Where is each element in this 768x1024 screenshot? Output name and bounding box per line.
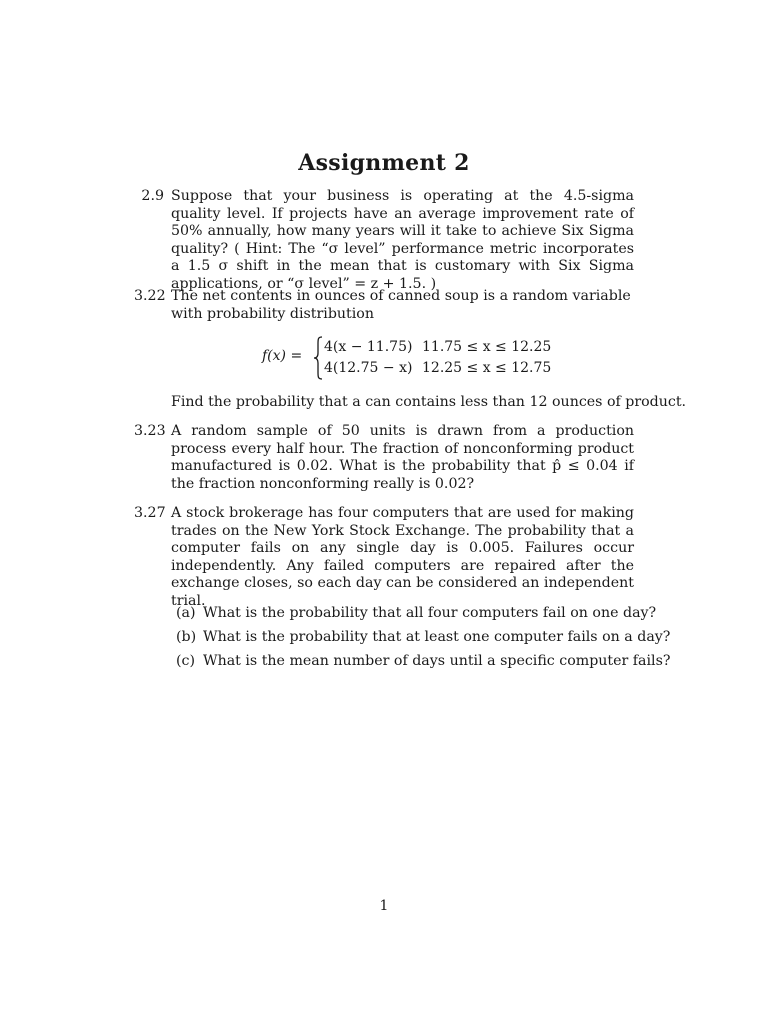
formula-lhs: f(x) = (262, 348, 303, 364)
subpart-text: What is the probability that all four computers fail on one day? (203, 605, 657, 621)
problem-text: The net contents in ounces of canned soup is a random variable with probability distribution (171, 288, 631, 322)
subpart-c (176, 653, 670, 669)
problem-number: 3.23 (134, 423, 166, 439)
subpart-text: What is the probability that at least one computer fails on a day? (203, 629, 671, 645)
subpart-label: (c) (176, 653, 196, 669)
subpart-text: What is the mean number of days until a specific computer fails? (203, 653, 671, 669)
left-brace-icon (312, 336, 324, 380)
case-2-expression: 4(12.75 − x) (324, 360, 413, 376)
case-2-condition: 12.25 ≤ x ≤ 12.75 (422, 360, 552, 376)
page-title: Assignment 2 (298, 150, 470, 176)
problem-3-23 (134, 423, 634, 493)
problem-text: A random sample of 50 units is drawn from a production process every half hour. The fraction of nonconforming product manufactured is 0.02. What is the probability that p̂ ≤ 0.04 if the fraction nonconforming really is 0.02? (171, 423, 634, 492)
subpart-label: (a) (176, 605, 196, 621)
page-number: 1 (379, 898, 389, 914)
case-1-expression: 4(x − 11.75) (324, 339, 413, 355)
subpart-b (176, 629, 670, 645)
problem-3-22 (134, 288, 634, 323)
probability-formula (262, 336, 582, 382)
subpart-label: (b) (176, 629, 197, 645)
problem-text: Suppose that your business is operating at the 4.5-sigma quality level. If projects have an average improvement rate of 50% annually, how many years will it take to achieve Six Sigma quality? ( Hint: The “σ level” performance metric incorporates a 1.5 σ shift in the mean that is customary with Six Sigma applications, or “σ level” = z + 1.5. ) (171, 188, 634, 292)
problem-followup: Find the probability that a can contains less than 12 ounces of product. (171, 394, 687, 410)
case-1-condition: 11.75 ≤ x ≤ 12.25 (422, 339, 552, 355)
problem-number: 3.27 (134, 505, 166, 521)
problem-number: 2.9 (141, 188, 164, 204)
problem-3-27 (134, 505, 634, 610)
problem-number: 3.22 (134, 288, 166, 304)
problem-text: A stock brokerage has four computers that are used for making trades on the New York Stock Exchange. The probability that a computer fails on any single day is 0.005. Failures occur independently. Any failed computers are repaired after the exchange closes, so each day can be considered an independent trial. (171, 505, 634, 609)
problem-2-9 (134, 188, 634, 293)
subpart-a (176, 605, 656, 621)
